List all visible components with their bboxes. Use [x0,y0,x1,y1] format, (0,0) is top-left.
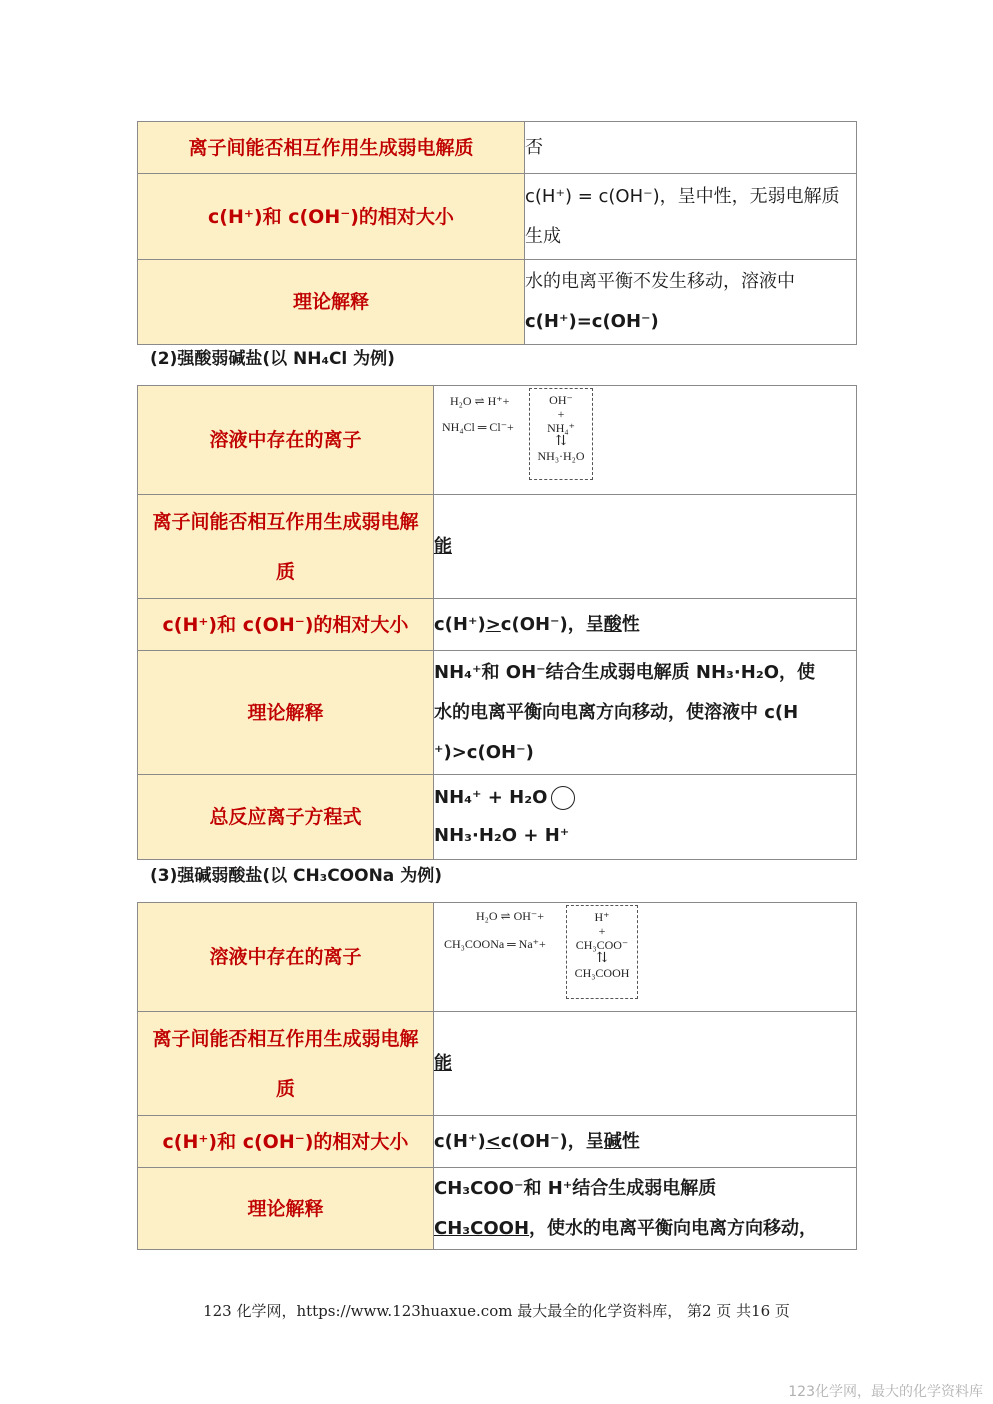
table-row [138,1012,857,1116]
row-label: 理论解释 [138,260,525,345]
table-row [138,260,857,345]
box-ion: NH₄⁺ [547,421,575,435]
ion-diagram-cell [434,386,857,495]
row-value [434,775,857,860]
section-caption: (2)强酸弱碱盐(以 NH₄Cl 为例) [150,349,395,369]
equilibrium-circle-icon [551,786,575,810]
value-text: c(H⁺) [434,613,486,635]
equation-left: NH₄⁺ + H₂O [434,787,548,808]
watermark: 123化学网，最大的化学资料库 [788,1384,983,1400]
value-line: CH₃COO⁻和 H⁺结合生成弱电解质 [434,1177,717,1199]
relation-sign: < [485,1130,501,1152]
table-neutral-salt [137,121,857,345]
equation-line: NH₃·H₂O + H⁺ [434,825,570,846]
value-text: 性 [621,613,640,635]
row-label: 溶液中存在的离子 [138,386,434,495]
table-row [138,599,857,651]
equation-line [434,779,856,817]
row-label: 理论解释 [138,651,434,775]
value-line: 水的电离平衡不发生移动，溶液中 [525,271,795,292]
value-text: CH₃COOH [434,1217,530,1239]
ion-diagram-cell [434,903,857,1012]
page-footer: 123 化学网，https://www.123huaxue.com 最大最全的化学资料库， 第2 页 共16 页 [203,1302,790,1320]
row-label: c(H⁺)和 c(OH⁻)的相对大小 [138,599,434,651]
section-caption: (3)强碱弱酸盐(以 CH₃COONa 为例) [150,866,442,886]
equilibrium-arrow: ⇅ [596,951,608,966]
property-word: 酸 [603,613,622,635]
table-acid-salt [137,385,857,860]
value-text: c(OH⁻)，呈 [500,1130,604,1152]
box-product: NH₃·H₂O [537,449,585,463]
diagram-line: H₂O ⇌ OH⁻+ [476,909,545,923]
row-value: 否 [525,122,857,174]
ion-diagram [434,903,856,1003]
diagram-line: CH₃COONa ═ Na⁺+ [444,937,546,951]
ion-diagram [434,386,856,486]
row-label: 理论解释 [138,1168,434,1250]
relation-sign: > [485,613,501,635]
row-label: 离子间能否相互作用生成弱电解质 [138,122,525,174]
row-label: 离子间能否相互作用生成弱电解质 [138,1012,434,1116]
table-row [138,1116,857,1168]
box-plus: + [598,924,606,938]
box-plus: + [557,407,565,421]
table-row [138,386,857,495]
value-line: 水的电离平衡向电离方向移动，使溶液中 c(H [434,701,799,723]
value-line: NH₄⁺和 OH⁻结合生成弱电解质 NH₃·H₂O，使 [434,661,816,683]
equilibrium-arrow: ⇅ [555,434,567,449]
row-value [525,260,857,345]
diagram-line: NH₄Cl ═ Cl⁻+ [442,420,514,434]
row-value [434,599,857,651]
table-row [138,651,857,775]
table-row [138,495,857,599]
value-text: c(OH⁻)，呈 [500,613,604,635]
row-value [434,1012,857,1116]
box-product: CH₃COOH [574,966,630,980]
row-value: c(H⁺) = c(OH⁻)，呈中性，无弱电解质生成 [525,174,857,260]
box-ion: CH₃COO⁻ [575,938,629,952]
value-text: 性 [621,1130,640,1152]
property-word: 碱 [603,1130,622,1152]
diagram-box [566,905,638,999]
value-text: 能 [434,1052,452,1074]
row-value [434,1168,857,1250]
value-text: 能 [434,535,452,557]
row-label: 溶液中存在的离子 [138,903,434,1012]
value-line: ⁺)>c(OH⁻) [434,741,534,763]
row-value [434,1116,857,1168]
box-ion: OH⁻ [549,393,573,407]
table-row [138,1168,857,1250]
row-label: 离子间能否相互作用生成弱电解质 [138,495,434,599]
table-row [138,122,857,174]
table-base-salt [137,902,857,1250]
value-line: c(H⁺)=c(OH⁻) [525,311,659,332]
row-label: c(H⁺)和 c(OH⁻)的相对大小 [138,174,525,260]
row-value [434,651,857,775]
value-line [434,1209,856,1249]
row-label: 总反应离子方程式 [138,775,434,860]
row-label: c(H⁺)和 c(OH⁻)的相对大小 [138,1116,434,1168]
value-text: ，使水的电离平衡向电离方向移动， [529,1217,818,1239]
table-row [138,903,857,1012]
value-text: c(H⁺) [434,1130,486,1152]
row-value [434,495,857,599]
box-ion: H⁺ [594,910,610,924]
diagram-line: H₂O ⇌ H⁺+ [450,394,510,408]
diagram-box [529,388,593,480]
table-row [138,174,857,260]
table-row [138,775,857,860]
